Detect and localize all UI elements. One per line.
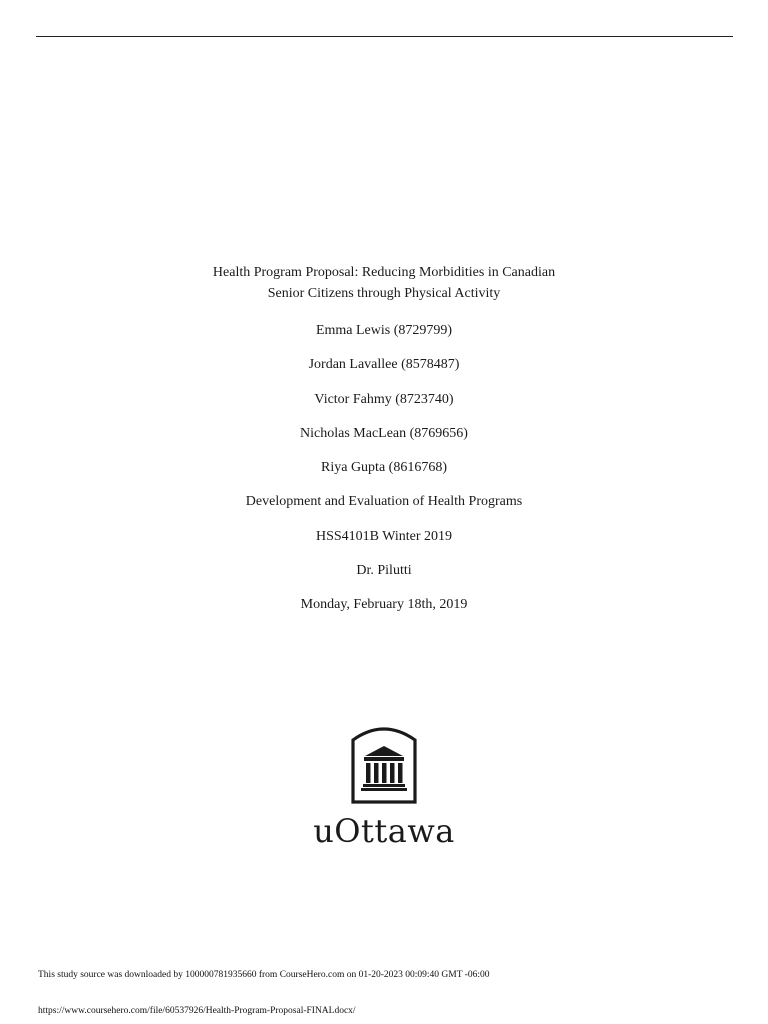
submission-date: Monday, February 18th, 2019 (300, 597, 468, 613)
university-building-icon (349, 722, 419, 804)
author-2: Jordan Lavallee (8578487) (308, 357, 460, 373)
instructor: Dr. Pilutti (356, 563, 412, 579)
title-line-1: Health Program Proposal: Reducing Morbidities in Canadian (212, 265, 556, 280)
course-code: HSS4101B Winter 2019 (315, 528, 453, 544)
author-5: Riya Gupta (8616768) (321, 460, 447, 476)
course-name: Development and Evaluation of Health Programs (245, 494, 523, 510)
title-page-details (0, 320, 768, 629)
source-url[interactable]: https://www.coursehero.com/file/60537926/Health-Program-Proposal-FINALdocx/ (38, 1006, 356, 1016)
author-3: Victor Fahmy (8723740) (314, 391, 454, 407)
download-notice: This study source was downloaded by 100000781935660 from CourseHero.com on 01-20-2023 00:09:40 GMT -06:00 (38, 970, 490, 980)
title-line-2: Senior Citizens through Physical Activity (267, 286, 501, 301)
university-wordmark: uOttawa (313, 812, 455, 850)
author-4: Nicholas MacLean (8769656) (300, 425, 468, 441)
author-1: Emma Lewis (8729799) (315, 323, 453, 338)
document-title (0, 262, 768, 304)
university-logo (0, 722, 768, 804)
header-rule (36, 36, 733, 37)
